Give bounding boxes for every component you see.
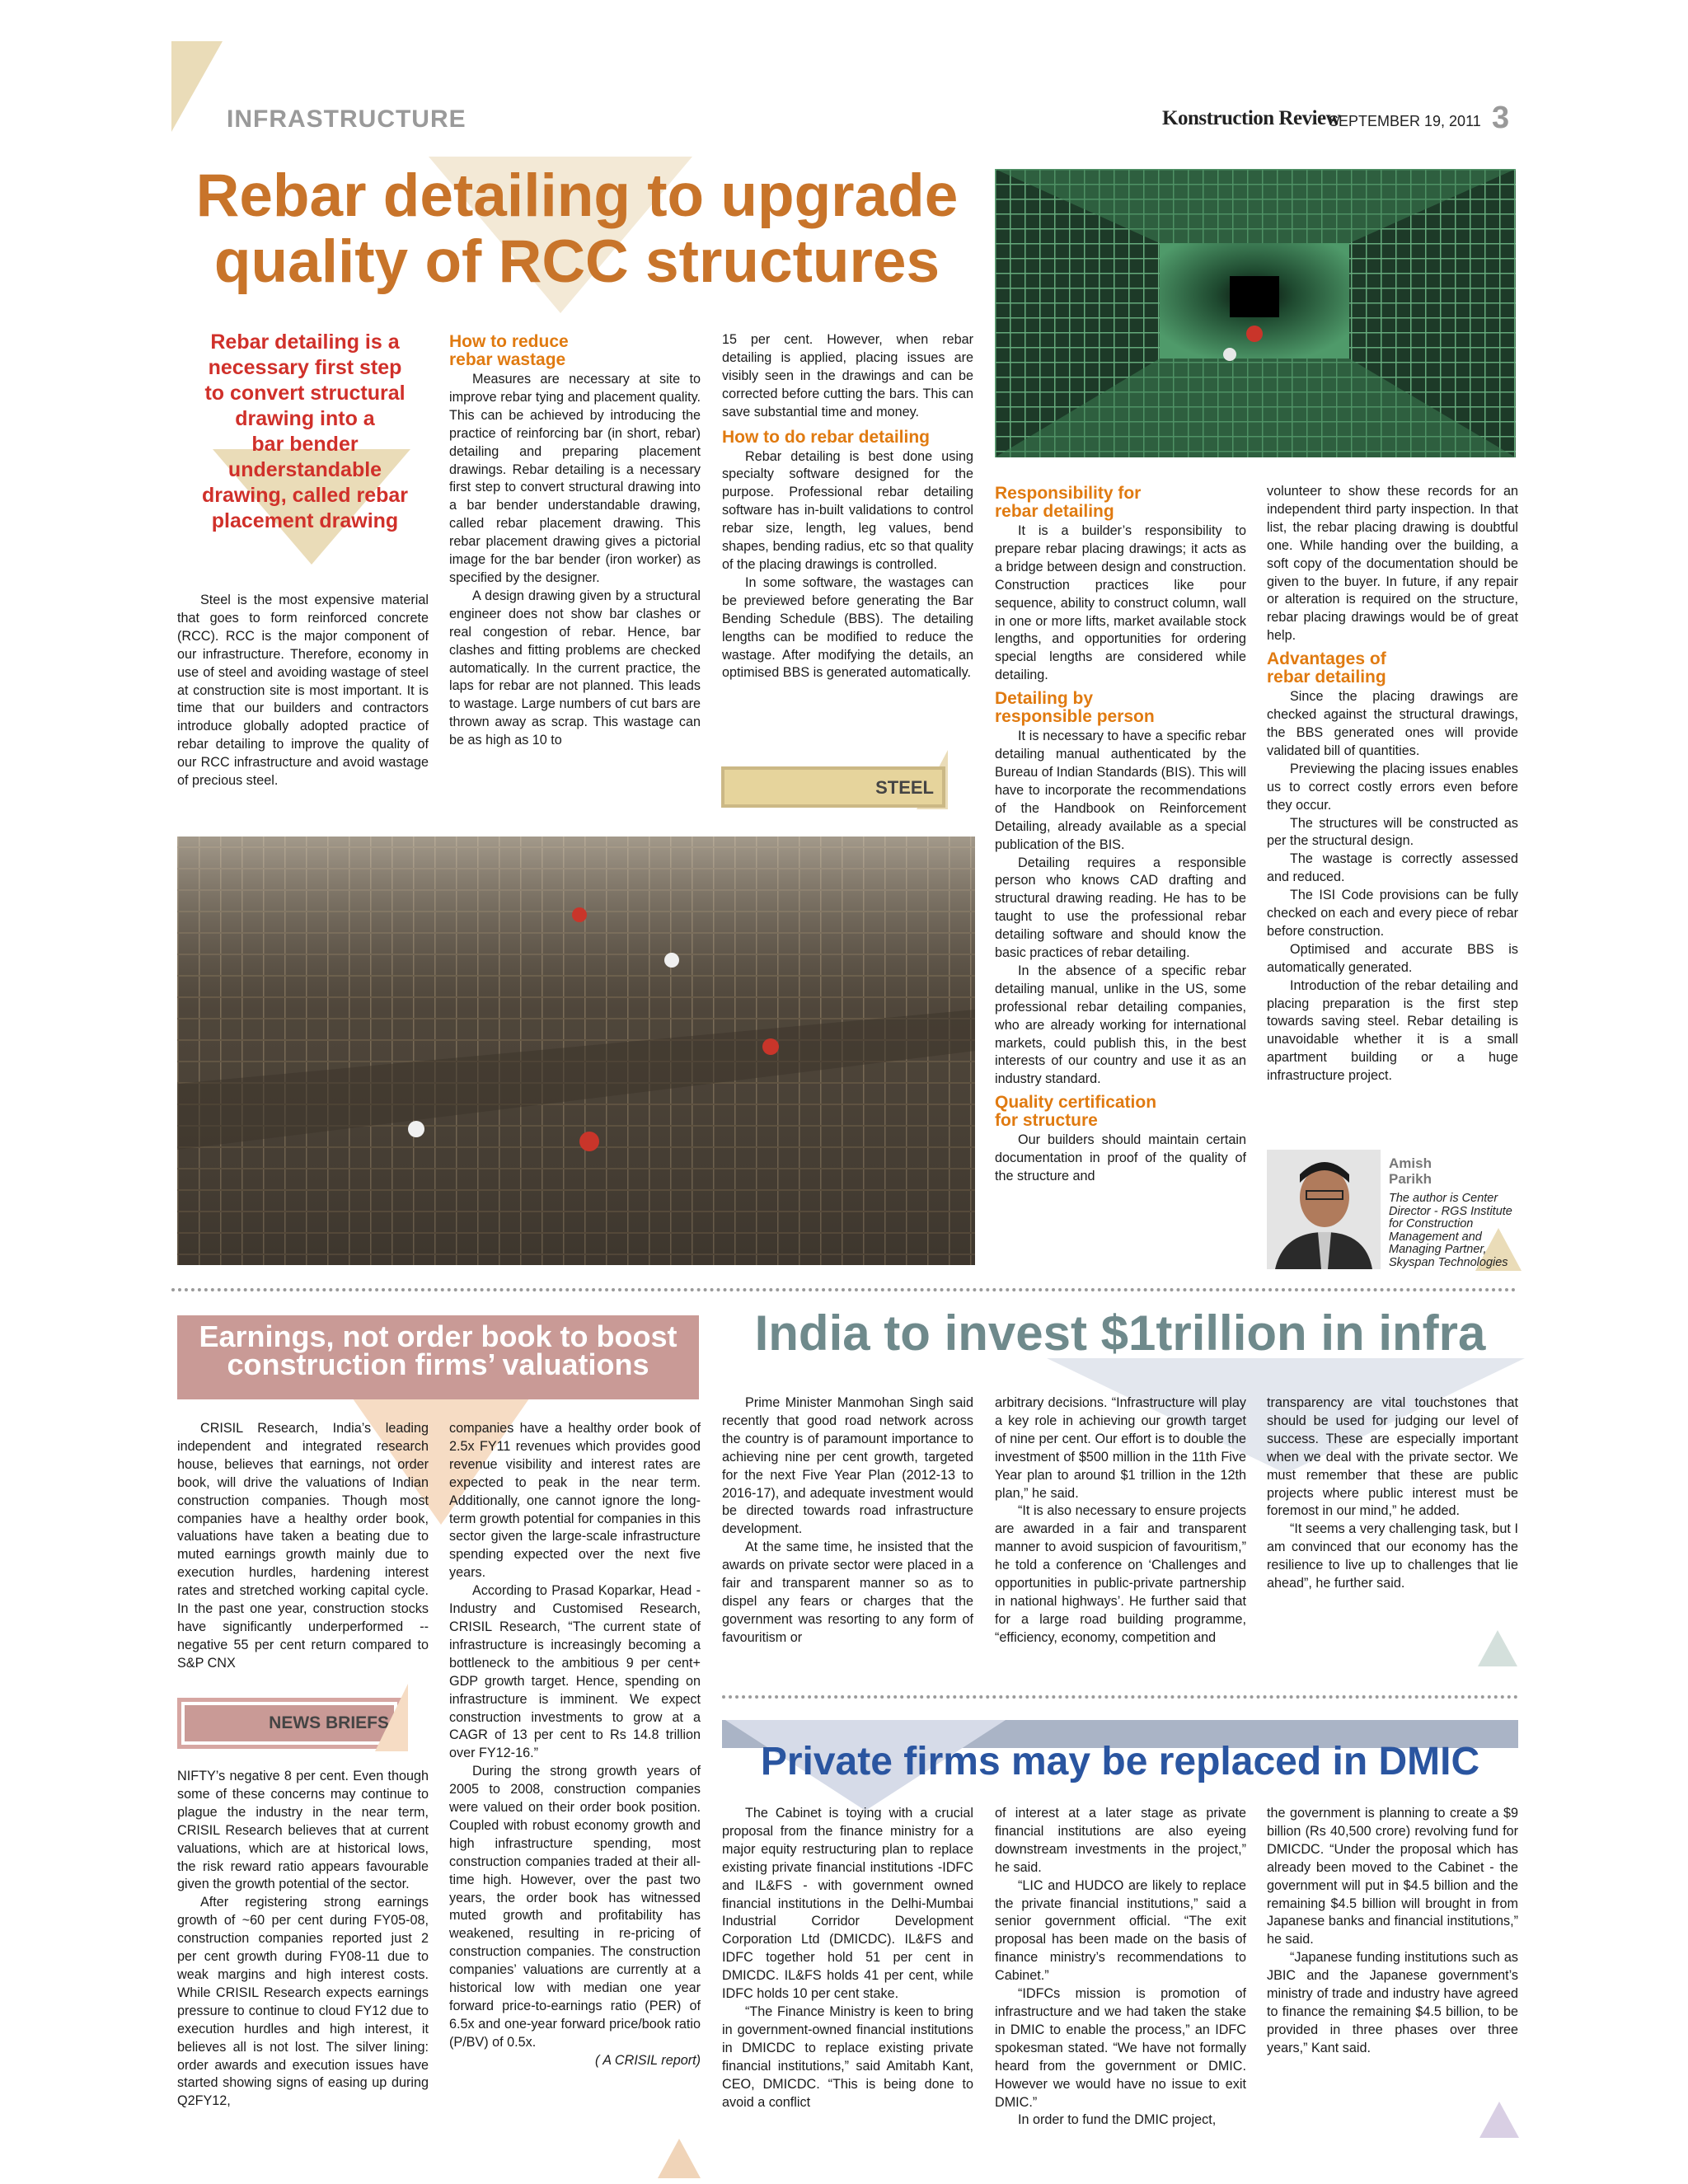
credit-triangle bbox=[658, 2139, 701, 2178]
author-bio bbox=[1389, 1193, 1512, 1269]
paragraph: Optimised and accurate BBS is automatically generated. bbox=[1267, 941, 1518, 975]
paragraph: volunteer to show these records for an independent third party inspection. In that list, the rebar placing drawing is doubtful one. While handing over the building, a soft copy of the documentation should be given to the buyer. In future, if any repair or alteration is required on the structure, rebar placing drawings would be of great help. bbox=[1267, 484, 1518, 644]
article1-pullquote bbox=[181, 330, 429, 534]
section-label: INFRASTRUCTURE bbox=[227, 105, 467, 133]
article2-col1b bbox=[177, 1768, 429, 2111]
paragraph: the government is planning to create a $9 billion (Rs 40,500 crore) revolving fund for DMICDC. “Under the proposal which has already been moved to the Cabinet - the government will put in $4.5 billion and the remaining $4.5 billion will brought in from Japanese banks and financial institutions,” he said. bbox=[1267, 1806, 1518, 1947]
paragraph: companies have a healthy order book of 2.5x FY11 revenues which provides good revenue visibility and interest rates are expected to peak in the near term. Additionally, one cannot ignore the long-term growth potential for companies in this sector given the large-scale infrastructure spending expected over the next five years. bbox=[449, 1421, 701, 1581]
paragraph: According to Prasad Koparkar, Head - Industry and Customised Research, CRISIL Research, “The current state of infrastructure is increasingly becoming a bottleneck to the ambitious 9 per cent+ GDP growth target. Hence, spending on infrastructure is imminent. We expect construction investments to grow at a CAGR of 13 per cent to Rs 14.8 trillion over FY12-16.” bbox=[449, 1583, 701, 1761]
article2-credit: ( A CRISIL report) bbox=[594, 2052, 701, 2068]
author-portrait bbox=[1267, 1150, 1381, 1269]
steel-tag bbox=[721, 766, 945, 808]
paragraph: A design drawing given by a structural engineer does not show bar clashes or real congestion of rebar. Hence, bar clashes and fitting problems are checked automatically. In the current practice, the laps for rebar are not planned. This leads to wastage. Large numbers of cut bars are thrown away as scrap. This wastage can be as high as 10 to bbox=[449, 588, 701, 748]
paragraph: arbitrary decisions. “Infrastructure will play a key role in achieving our growth target of nine per cent. Our effort is to double the investment of $500 million in the 11th Five Year plan to around $1 trillion in the 12th plan,” he said. bbox=[995, 1395, 1246, 1501]
author-bio-line: for Construction bbox=[1389, 1217, 1474, 1230]
paragraph: Rebar detailing is best done using specialty software designed for the purpose. Professional rebar detailing software has in-built validations to control rebar size, length, leg values, bend shapes, bending radius, etc so that quality of the placing drawings is controlled. bbox=[722, 448, 973, 572]
rebar-cage-photo bbox=[995, 169, 1516, 457]
author-photo bbox=[1267, 1150, 1381, 1269]
paragraph: At the same time, he insisted that the awards on private sector were placed in a fair and transparent manner so as to dispel any fears or charges that the government was resorting to any form of favouritism or bbox=[722, 1540, 973, 1645]
paragraph: “Japanese funding institutions such as JBIC and the Japanese government’s ministry of trade and industry have agreed to finance the remaining $4.5 billion, to be provided in three phases over three years,” Kant said. bbox=[1267, 1950, 1518, 2055]
article1-col5 bbox=[1267, 483, 1518, 1085]
subheading: rebar wastage bbox=[449, 350, 566, 369]
paragraph: Introduction of the rebar detailing and placing preparation is the first step towards saving steel. Rebar detailing is unavoidable whether it is a small apartment building or a huge infrastructure project. bbox=[1267, 977, 1518, 1084]
subheading: Responsibility for bbox=[995, 484, 1142, 503]
page-number: 3 bbox=[1492, 101, 1510, 135]
article4-col3 bbox=[1267, 1805, 1518, 2058]
rebar-cage-illustration bbox=[995, 169, 1516, 457]
paragraph: It is a builder’s responsibility to prepare rebar placing drawings; it acts as a bridge between design and construction. Construction practices like pour sequence, ability to construct column, wall in one or more lifts, market available stock lengths, and opportunities for ordering special lengths are considered while detailing. bbox=[995, 523, 1246, 683]
article3-col2 bbox=[995, 1394, 1246, 1647]
paragraph: In order to fund the DMIC project, bbox=[1018, 2112, 1217, 2128]
article4-col2 bbox=[995, 1805, 1246, 2130]
steel-tag-label: STEEL bbox=[875, 777, 934, 798]
paragraph: transparency are vital touchstones that should be used for judging our level of success. These are especially important when we deal with the private sector. We must remember that these are public projects where public interest must be foremost in our mind,” he added. bbox=[1267, 1395, 1518, 1519]
paragraph: The Cabinet is toying with a crucial proposal from the finance ministry for a major equity restructuring plan to replace existing private financial institutions -IDFC and IL&FS - with government owned financial institutions in the Delhi-Mumbai Industrial Corridor Development Corporation Ltd (DMICDC). IL&FS and IDFC together hold 51 per cent in DMICDC. IL&FS holds 41 per cent, while IDFC holds 10 per cent stake. bbox=[722, 1806, 973, 2002]
paragraph: Detailing requires a responsible person who knows CAD drafting and structural drawing reading. He has to be taught to use the professional rebar detailing software and should know the basic practices of rebar detailing. bbox=[995, 855, 1246, 961]
issue-date: SEPTEMBER 19, 2011 bbox=[1329, 113, 1481, 129]
paragraph: “LIC and HUDCO are likely to replace the private financial institutions,” said a senior government official. “The exit proposal has been made on the basis of finance ministry’s recommendations to Cabinet.” bbox=[995, 1877, 1246, 1984]
pullquote-line: to convert structural bbox=[204, 382, 406, 405]
author-name-line: Amish bbox=[1389, 1155, 1432, 1171]
news-briefs-label: NEWS BRIEFS bbox=[269, 1713, 389, 1732]
header-corner-triangle bbox=[171, 41, 223, 132]
paragraph: “IDFCs mission is promotion of infrastructure and we had taken the stake in DMIC to enable the process,” an IDFC spokesman stated. “We have not formally heard from the government or DMIC. However we would have no issue to exit DMIC.” bbox=[995, 1986, 1246, 2110]
headline-line: quality of RCC structures bbox=[213, 228, 940, 295]
author-bio-line: Management and bbox=[1389, 1230, 1482, 1244]
subheading: rebar detailing bbox=[995, 502, 1114, 521]
article1-col4 bbox=[995, 483, 1246, 1186]
paragraph: After registering strong earnings growth of ~60 per cent during FY05-08, construction companies reported just 2 per cent growth during FY08-11 due to weak margins and high interest costs. While CRISIL Research expects earnings pressure to continue to cloud FY12 due to execution hurdles and high interest, it believes all is not lost. The silver lining: order awards and execution issues have started showing signs of easing up during Q2FY12, bbox=[177, 1895, 429, 2109]
article3-col3 bbox=[1267, 1394, 1518, 1593]
paragraph: “It is also necessary to ensure projects are awarded in a fair and transparent manner to avoid suspicion of favouritism,” he told a conference on ‘Challenges and opportunities in public-private partnership in national highways’. He further said that for a large road building programme, “efficiency, economy, competition and bbox=[995, 1503, 1246, 1645]
paragraph: 15 per cent. However, when rebar detailing is applied, placing issues are visibly seen in the drawings and can be corrected before cutting the bars. This can save substantial time and money. bbox=[722, 332, 973, 419]
author-name-line: Parikh bbox=[1389, 1171, 1432, 1187]
subheading: responsible person bbox=[995, 707, 1155, 727]
author-bio-line: Director - RGS Institute bbox=[1389, 1204, 1512, 1218]
pullquote-line: Rebar detailing is a bbox=[210, 330, 400, 354]
paragraph: During the strong growth years of 2005 to 2008, construction companies were valued on their order book position. Coupled with robust economy growth and high infrastructure spending, most construction companies traded at their all-time high. However, over the past two years, the order book has witnessed muted growth and profitability has weakened, resulting in re-pricing of construction companies. The construction companies’ valuations are currently at a historical low with median one year forward price-to-earnings ratio (PER) of 6.5x and one-year forward price/book ratio (P/BV) of 0.5x. bbox=[449, 1764, 701, 2050]
article4-corner-triangle bbox=[1479, 2102, 1519, 2138]
paragraph: Prime Minister Manmohan Singh said recently that good road network across the country is of paramount importance to achieving nine per cent growth, targeted for the next Five Year Plan (2012-13 to 2016-17), and adequate investment would be directed towards road infrastructure development. bbox=[722, 1395, 973, 1537]
paragraph: “The Finance Ministry is keen to bring in government-owned financial institutions in DMICDC to replace existing private financial institutions,” said Amitabh Kant, CEO, DMICDC. “This is being done to avoid a conflict bbox=[722, 2004, 973, 2110]
author-bio-line: Skyspan Technologies bbox=[1389, 1255, 1508, 1269]
author-name bbox=[1389, 1155, 1432, 1187]
publication-name: Konstruction Review bbox=[1162, 107, 1341, 129]
headline-line: construction firms’ valuations bbox=[227, 1347, 649, 1381]
author-bio-line: The author is Center bbox=[1389, 1192, 1498, 1205]
pullquote-line: bar bender bbox=[251, 433, 359, 456]
subheading: Detailing by bbox=[995, 689, 1094, 709]
headline-line: Rebar detailing to upgrade bbox=[195, 162, 959, 229]
pullquote-line: placement drawing bbox=[211, 509, 399, 532]
article3-headline: India to invest $1trillion in infra bbox=[754, 1305, 1486, 1361]
paragraph: Previewing the placing issues enables us to correct costly errors even before they occur. bbox=[1267, 761, 1518, 813]
paragraph: Since the placing drawings are checked against the structural drawings, the BBS generated ones will provide validated bill of quantities. bbox=[1267, 689, 1518, 758]
pullquote-line: necessary first step bbox=[208, 356, 402, 379]
article1-headline bbox=[177, 163, 977, 295]
pullquote-line: drawing into a bbox=[235, 407, 375, 430]
rebar-site-photo bbox=[177, 837, 975, 1265]
subheading: How to reduce bbox=[449, 332, 569, 351]
news-briefs-box bbox=[177, 1698, 401, 1749]
paragraph: Measures are necessary at site to improve rebar tying and placement quality. This can be achieved by introducing the practice of reinforcing bar (in short, rebar) detailing and preparing placement drawings. Rebar detailing is a necessary first step to convert structural drawing into a bar bender understandable drawing, called rebar placement drawing. This rebar placement drawing gives a pictorial image for the bar bender (iron worker) as specified by the designer. bbox=[449, 372, 701, 585]
paragraph: In the absence of a specific rebar detailing manual, unlike in the US, some professional rebar detailing companies, who are already working for international markets, could publish this, in the best interests of our country and use it as an industry standard. bbox=[995, 963, 1246, 1087]
article3-corner-triangle bbox=[1478, 1630, 1517, 1666]
section-divider bbox=[171, 1288, 1517, 1291]
article4-col1 bbox=[722, 1805, 973, 2111]
paragraph: of interest at a later stage as private financial institutions are also eyeing downstream investments in the project,” he said. bbox=[995, 1806, 1246, 1875]
pullquote-line: drawing, called rebar bbox=[201, 484, 409, 507]
paragraph: The wastage is correctly assessed and reduced. bbox=[1267, 851, 1518, 885]
paragraph: Steel is the most expensive material that goes to form reinforced concrete (RCC). RCC is the major component of our infrastructure. Therefore, economy in use of steel and avoiding wastage of steel at construction site is most important. It is time that our builders and contractors introduce globally adopted practice of rebar detailing to improve the quality of our RCC infrastructure and avoid wastage of precious steel. bbox=[177, 593, 429, 789]
subheading: Quality certification bbox=[995, 1093, 1157, 1113]
subheading: How to do rebar detailing bbox=[722, 427, 931, 447]
paragraph: In some software, the wastages can be previewed before generating the Bar Bending Schedule (BBS). The detailing lengths can be modified to reduce the wastage. After modifying the details, an optimised BBS is generated automatically. bbox=[722, 574, 973, 681]
paragraph: “It seems a very challenging task, but I am convinced that our economy has the resilience to live up to challenges that lie ahead”, he further said. bbox=[1267, 1521, 1518, 1591]
article3-col1 bbox=[722, 1394, 973, 1647]
article1-col3 bbox=[722, 331, 973, 682]
article1-col2 bbox=[449, 331, 701, 750]
paragraph: Our builders should maintain certain documentation in proof of the quality of the structure and bbox=[995, 1132, 1246, 1184]
pullquote-line: understandable bbox=[227, 458, 382, 481]
article2-col1 bbox=[177, 1420, 429, 1673]
article1-col1 bbox=[177, 592, 429, 790]
headline-line: Earnings, not order book to boost bbox=[199, 1319, 678, 1353]
subheading: for structure bbox=[995, 1111, 1098, 1131]
article2-col2 bbox=[449, 1420, 701, 2070]
subheading: rebar detailing bbox=[1267, 668, 1386, 687]
article4-headline: Private firms may be replaced in DMIC bbox=[760, 1740, 1480, 1783]
article2-headline bbox=[177, 1319, 699, 1381]
subheading: Advantages of bbox=[1267, 649, 1386, 669]
paragraph: It is necessary to have a specific rebar detailing manual authenticated by the Bureau of Indian Standards (BIS). This will have to incorporate the recommendations of the Handbook on Reinforcement Detailing, already available as a special publication of the BIS. bbox=[995, 729, 1246, 852]
author-bio-line: Managing Partner, bbox=[1389, 1243, 1487, 1256]
paragraph: CRISIL Research, India’s leading independent and integrated research house, believes that earnings, not order book, will drive the valuations of Indian construction companies. Though most companies have a healthy order book, valuations have taken a beating due to muted earnings growth mainly due to execution hurdles, hardening interest rates and stretched working capital cycle. In the past one year, construction stocks have significantly underperformed -- negative 55 per cent return compared to S&P CNX bbox=[177, 1421, 429, 1671]
paragraph: The structures will be constructed as per the structural design. bbox=[1267, 815, 1518, 849]
rebar-site-illustration bbox=[177, 837, 975, 1265]
section-divider bbox=[722, 1695, 1518, 1699]
paragraph: NIFTY’s negative 8 per cent. Even though some of these concerns may continue to plague the industry in the near term, CRISIL Research believes that at current valuations, which are at historical lows, the risk reward ratio appears favourable given the growth potential of the sector. bbox=[177, 1769, 429, 1892]
paragraph: The ISI Code provisions can be fully checked on each and every piece of rebar before construction. bbox=[1267, 888, 1518, 939]
news-briefs-triangle bbox=[375, 1684, 408, 1751]
